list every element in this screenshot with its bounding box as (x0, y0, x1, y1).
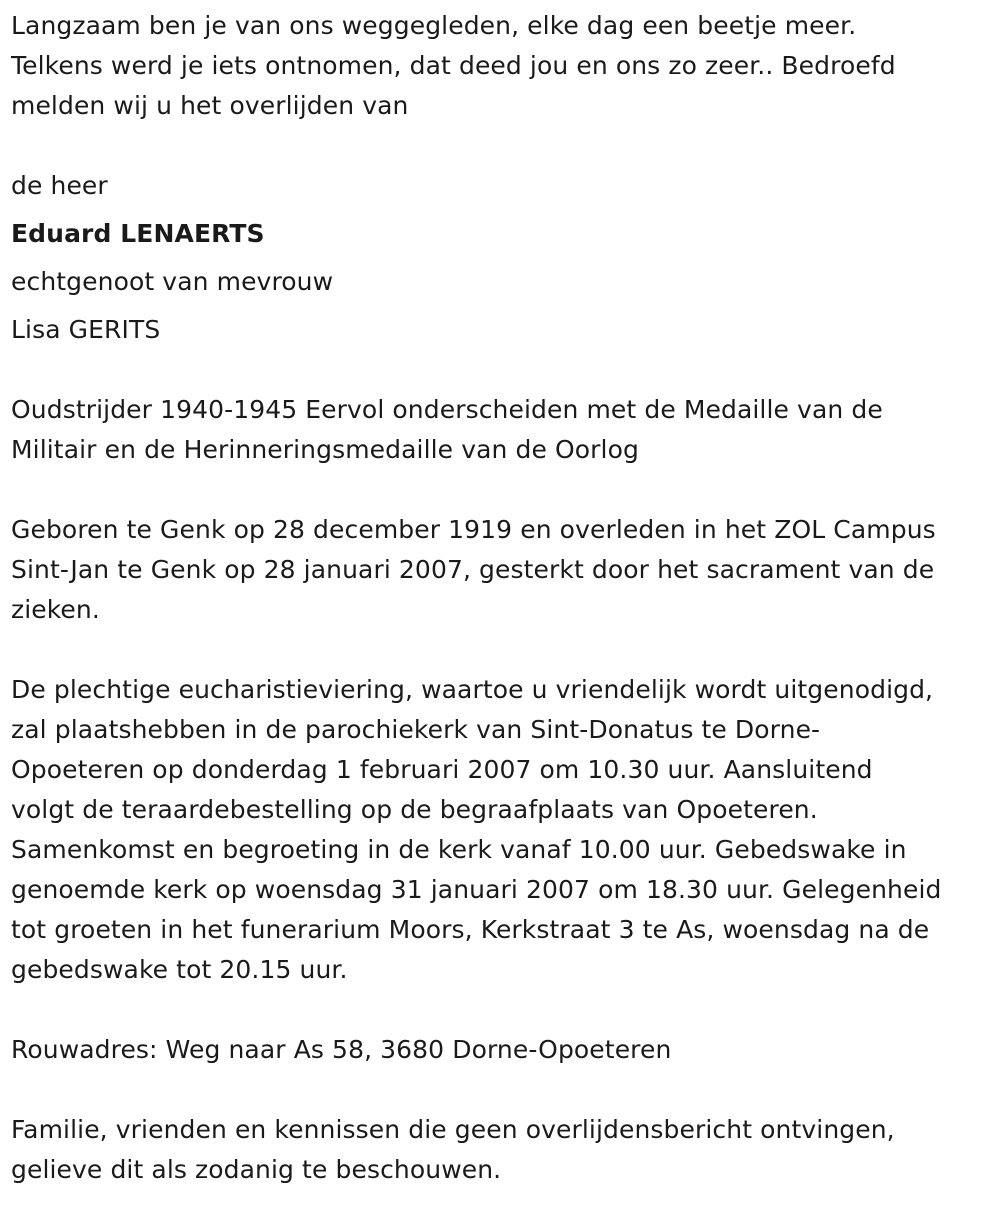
deceased-block (11, 166, 996, 350)
honours-line: Oudstrijder 1940-1945 Eervol onderscheiden met de Medaille van de (11, 395, 883, 424)
ceremony-line: Opoeteren op donderdag 1 februari 2007 om 10.30 uur. Aansluitend (11, 755, 873, 784)
deceased-title: de heer (11, 171, 108, 200)
opening-line: Telkens werd je iets ontnomen, dat deed jou en ons zo zeer.. Bedroefd (11, 51, 896, 80)
opening-line: melden wij u het overlijden van (11, 91, 409, 120)
closing-line: Familie, vrienden en kennissen die geen overlijdensbericht ontvingen, (11, 1115, 895, 1144)
spacer (11, 350, 996, 390)
honours-paragraph (11, 390, 996, 470)
ceremony-line: zal plaatshebben in de parochiekerk van Sint-Donatus te Dorne- (11, 715, 821, 744)
spacer (11, 630, 996, 670)
opening-line: Langzaam ben je van ons weggegleden, elke dag een beetje meer. (11, 11, 857, 40)
closing-paragraph (11, 1110, 996, 1190)
honours-line: Militair en de Herinneringsmedaille van de Oorlog (11, 435, 639, 464)
spouse-label: echtgenoot van mevrouw (11, 267, 334, 296)
obituary-notice (11, 6, 996, 1190)
ceremony-line: gebedswake tot 20.15 uur. (11, 955, 348, 984)
birth-death-line: Sint-Jan te Genk op 28 januari 2007, gesterkt door het sacrament van de (11, 555, 935, 584)
ceremony-line: volgt de teraardebestelling op de begraafplaats van Opoeteren. (11, 795, 818, 824)
ceremony-line: genoemde kerk op woensdag 31 januari 2007 om 18.30 uur. Gelegenheid (11, 875, 942, 904)
ceremony-line: tot groeten in het funerarium Moors, Kerkstraat 3 te As, woensdag na de (11, 915, 930, 944)
spacer (11, 1070, 996, 1110)
address-paragraph (11, 1030, 996, 1070)
ceremony-line: De plechtige eucharistieviering, waartoe u vriendelijk wordt uitgenodigd, (11, 675, 934, 704)
spouse-name: Lisa GERITS (11, 315, 161, 344)
deceased-name: Eduard LENAERTS (11, 219, 265, 248)
ceremony-paragraph (11, 670, 996, 990)
opening-paragraph (11, 6, 996, 126)
spacer (11, 990, 996, 1030)
spacer (11, 126, 996, 166)
birth-death-paragraph (11, 510, 996, 630)
birth-death-line: zieken. (11, 595, 100, 624)
ceremony-line: Samenkomst en begroeting in de kerk vanaf 10.00 uur. Gebedswake in (11, 835, 907, 864)
birth-death-line: Geboren te Genk op 28 december 1919 en overleden in het ZOL Campus (11, 515, 936, 544)
closing-line: gelieve dit als zodanig te beschouwen. (11, 1155, 502, 1184)
spacer (11, 470, 996, 510)
mourning-address: Rouwadres: Weg naar As 58, 3680 Dorne-Opoeteren (11, 1035, 672, 1064)
